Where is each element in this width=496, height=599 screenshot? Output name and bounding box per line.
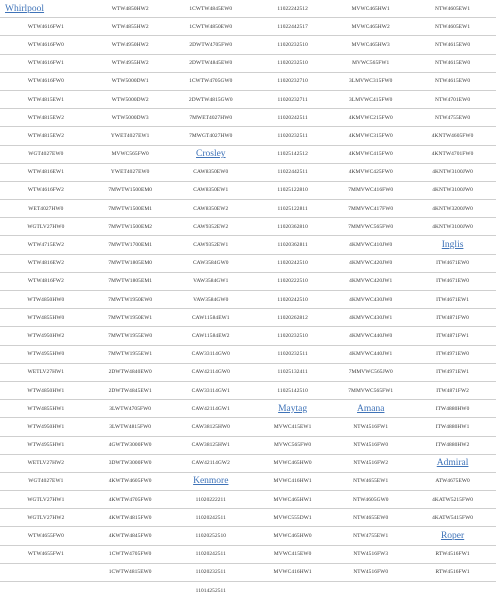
model-number-cell: MVWC465HW0 — [253, 527, 332, 545]
model-number-cell: NTW4516FW2 — [332, 454, 409, 472]
model-number-cell: WTW4655FW0 — [0, 527, 92, 545]
empty-cell — [92, 582, 169, 599]
table-row — [0, 109, 496, 127]
model-number-cell: ITW4871FW1 — [409, 327, 496, 345]
model-number-cell: NTW4516FW0 — [332, 563, 409, 581]
model-number-cell: 7MMVWC417FW0 — [332, 200, 409, 218]
model-number-cell: 11020362810 — [253, 218, 332, 236]
model-number-cell: 3LMVWC315FW0 — [332, 72, 409, 90]
model-number-cell: WTW4955HW1 — [0, 436, 92, 454]
empty-cell — [332, 582, 409, 599]
model-number-cell: 7MWTW1500EM2 — [92, 218, 169, 236]
model-number-cell: 11022242512 — [253, 0, 332, 18]
model-number-cell: CAW8350EW1 — [169, 181, 253, 199]
model-number-cell: 4KNTW3100JW0 — [409, 181, 496, 199]
table-row — [0, 163, 496, 181]
model-number-cell: 4KMVWC415FW0 — [332, 145, 409, 163]
model-number-cell: 11020232710 — [253, 72, 332, 90]
model-number-cell: ITW4971EW0 — [409, 345, 496, 363]
model-number-cell: 4KMVWC315FW0 — [332, 127, 409, 145]
brand-heading-link[interactable]: Maytag — [253, 400, 332, 418]
model-number-cell: 4KMVWC440JW0 — [332, 327, 409, 345]
model-number-cell: CAW9352EW2 — [169, 218, 253, 236]
model-number-cell: 11020232711 — [253, 90, 332, 108]
model-number-cell: 11022442517 — [253, 18, 332, 36]
model-number-cell: ITW4671EW0 — [409, 254, 496, 272]
model-number-cell: 4KNTW4701FW0 — [409, 145, 496, 163]
table-row — [0, 0, 496, 18]
model-number-cell: 2DWTW4845EW1 — [92, 381, 169, 399]
model-number-cell: CAW42114GW0 — [169, 363, 253, 381]
model-number-cell: WTW4616FW0 — [0, 36, 92, 54]
model-number-cell: 4KATW5215FW0 — [409, 491, 496, 509]
model-number-cell: 7MWTW1950EW1 — [92, 309, 169, 327]
model-number-cell: 11020232511 — [169, 563, 253, 581]
model-number-cell: ITW4671EW1 — [409, 291, 496, 309]
model-number-cell: 7MWGT4027HW0 — [169, 127, 253, 145]
model-number-cell: WTW4816EW1 — [0, 163, 92, 181]
model-number-cell: CAW8350EW0 — [169, 163, 253, 181]
table-row — [0, 582, 496, 599]
model-number-cell: ITW4871FW0 — [409, 309, 496, 327]
table-row — [0, 291, 496, 309]
table-row — [0, 181, 496, 199]
model-number-cell: WTW4815EW2 — [0, 109, 92, 127]
model-number-cell: NTW4516FW0 — [332, 436, 409, 454]
model-number-cell: 7MWTW1500EM0 — [92, 181, 169, 199]
model-number-cell: 3LWTW4815FW0 — [92, 418, 169, 436]
model-number-cell: WTW4855HW1 — [0, 400, 92, 418]
model-number-cell: MVWC565FW0 — [92, 145, 169, 163]
model-number-cell: WETLV27HW2 — [0, 454, 92, 472]
model-number-cell: CAW9352EW1 — [169, 236, 253, 254]
model-number-cell: YWET4027EW0 — [92, 163, 169, 181]
model-number-cell: 11020232510 — [253, 54, 332, 72]
model-number-cell: 2DWTW4840EW0 — [92, 363, 169, 381]
table-row — [0, 54, 496, 72]
model-number-cell: CAW11584EW2 — [169, 327, 253, 345]
table-row — [0, 309, 496, 327]
model-number-cell: 4KMVWC440JW1 — [332, 345, 409, 363]
model-number-cell: CAW3584GW0 — [169, 254, 253, 272]
model-number-cell: 11020242510 — [253, 254, 332, 272]
brand-heading-link[interactable]: Whirlpool — [0, 0, 92, 18]
model-number-cell: NTW4655EW1 — [332, 472, 409, 490]
table-row — [0, 327, 496, 345]
table-row — [0, 18, 496, 36]
brand-heading-link[interactable]: Amana — [332, 400, 409, 418]
table-row — [0, 545, 496, 563]
model-number-cell: WTW5000DW2 — [92, 90, 169, 108]
model-number-cell: WTW4950HW1 — [0, 418, 92, 436]
model-number-cell: NTW4605GW0 — [332, 491, 409, 509]
model-number-cell: 11020232511 — [253, 345, 332, 363]
empty-cell — [0, 582, 92, 599]
model-number-cell: MVWC465HW3 — [332, 36, 409, 54]
model-number-cell: WTW4816EW2 — [0, 254, 92, 272]
model-number-cell: ITW4880HW1 — [409, 418, 496, 436]
model-number-cell: WTW4616FW1 — [0, 18, 92, 36]
table-row — [0, 236, 496, 254]
table-row — [0, 72, 496, 90]
table-row — [0, 563, 496, 581]
model-number-cell: MVWC555DW1 — [253, 509, 332, 527]
model-number-cell: 11014252511 — [169, 582, 253, 599]
model-number-cell: CAW8350EW2 — [169, 200, 253, 218]
table-row — [0, 200, 496, 218]
model-number-cell: WTW5000DW1 — [92, 72, 169, 90]
model-number-cell: NTW4755EW0 — [409, 109, 496, 127]
model-number-cell: WET4027HW0 — [0, 200, 92, 218]
table-row — [0, 145, 496, 163]
model-number-cell: CAW38125HW1 — [169, 436, 253, 454]
model-number-cell: WTW4850HW0 — [0, 291, 92, 309]
model-number-cell: WTW5000DW3 — [92, 109, 169, 127]
model-number-cell: VAW3584GW1 — [169, 272, 253, 290]
model-number-cell: WGTLV27HW0 — [0, 218, 92, 236]
model-number-cell: WETLV27HW1 — [0, 363, 92, 381]
table-row — [0, 436, 496, 454]
model-number-cell: 7MMVWC565JW0 — [332, 363, 409, 381]
model-number-cell: WTW4850HW1 — [0, 381, 92, 399]
brand-heading-link[interactable]: Crosley — [169, 145, 253, 163]
model-number-cell: 7MMVWC565FW1 — [332, 381, 409, 399]
model-number-cell: ATW4675EW0 — [409, 472, 496, 490]
empty-cell — [0, 563, 92, 581]
model-number-cell: 11020242510 — [253, 291, 332, 309]
model-number-cell: NTW4605EW1 — [409, 0, 496, 18]
model-number-cell: 4KMVWC430JW0 — [332, 291, 409, 309]
model-number-cell: WTW4616FW2 — [0, 181, 92, 199]
model-number-cell: CAW33114GW1 — [169, 381, 253, 399]
model-number-cell: WTW4955HW2 — [92, 54, 169, 72]
table-row — [0, 509, 496, 527]
table-row — [0, 36, 496, 54]
model-number-cell: 7MWTW1805EM1 — [92, 272, 169, 290]
model-number-cell: 4KNTW3100JW0 — [409, 163, 496, 181]
model-number-cell: CAW11584EW1 — [169, 309, 253, 327]
model-number-cell: WTW4616FW0 — [0, 72, 92, 90]
model-number-cell: 11025142512 — [253, 145, 332, 163]
model-number-cell: 7MMVWC416FW0 — [332, 181, 409, 199]
table-row — [0, 254, 496, 272]
model-number-cell: 11020242511 — [169, 509, 253, 527]
model-number-cell: WTW4955HW0 — [0, 345, 92, 363]
model-number-cell: MVWC565FW0 — [253, 436, 332, 454]
model-number-cell: 1CWTW4850EW0 — [169, 18, 253, 36]
table-row — [0, 454, 496, 472]
model-number-cell: NTW4615EW0 — [409, 72, 496, 90]
table-row — [0, 127, 496, 145]
model-number-cell: NTW4615EW0 — [409, 54, 496, 72]
model-number-cell: NTW4516FW1 — [332, 418, 409, 436]
model-number-cell: 4KMVWC425FW0 — [332, 163, 409, 181]
model-number-cell: WTW4855HW2 — [92, 18, 169, 36]
model-number-cell: 2DWTW4845EW0 — [169, 54, 253, 72]
model-number-cell: MVWC465HW1 — [332, 0, 409, 18]
model-number-cell: NTW4615EW0 — [409, 36, 496, 54]
brand-heading-link[interactable]: Roper — [409, 527, 496, 545]
model-number-cell: 11025122810 — [253, 181, 332, 199]
model-number-cell: ITW4880HW0 — [409, 400, 496, 418]
model-number-cell: WTW4950HW2 — [0, 327, 92, 345]
model-number-cell: 7MWTW1950EW0 — [92, 291, 169, 309]
model-number-cell: 4KWTW4845FW0 — [92, 527, 169, 545]
model-number-cell: 7MWET4027HW0 — [169, 109, 253, 127]
model-number-cell: 4KMVWC430JW1 — [332, 309, 409, 327]
model-number-cell: NTW4655EW0 — [332, 509, 409, 527]
table-row — [0, 218, 496, 236]
model-number-cell: CAW42114GW1 — [169, 400, 253, 418]
model-number-cell: WTW4655FW1 — [0, 545, 92, 563]
model-number-cell: 7MWTW1500EM1 — [92, 200, 169, 218]
model-number-cell: MVWC465HW1 — [253, 491, 332, 509]
model-number-cell: 4KMVWC410JW0 — [332, 236, 409, 254]
model-number-cell: WGTLV27HW2 — [0, 509, 92, 527]
model-number-cell: MVWC565FW1 — [332, 54, 409, 72]
model-number-cell: 7MMVWC565FW0 — [332, 218, 409, 236]
model-number-cell: 11020362811 — [253, 236, 332, 254]
model-number-cell: 7MWTW1955EW1 — [92, 345, 169, 363]
table-row — [0, 272, 496, 290]
model-number-cell: 11020242511 — [253, 109, 332, 127]
model-number-cell: 1CWTW4705GW0 — [169, 72, 253, 90]
model-number-cell: 4KWTW4605FW0 — [92, 472, 169, 490]
model-number-cell: WTW4815EW2 — [0, 127, 92, 145]
empty-cell — [253, 582, 332, 599]
model-number-cell: 4KATW5415FW0 — [409, 509, 496, 527]
model-number-cell: 11022442511 — [253, 163, 332, 181]
model-number-cell: 11020252510 — [169, 527, 253, 545]
model-number-cell: 11020232510 — [253, 327, 332, 345]
model-number-cell: ITW4871FW2 — [409, 381, 496, 399]
brand-heading-link[interactable]: Kenmore — [169, 472, 253, 490]
brand-heading-link[interactable]: Admiral — [409, 454, 496, 472]
model-number-cell: MVWC415EW0 — [253, 545, 332, 563]
model-number-cell: 2DWTW4815GW0 — [169, 90, 253, 108]
model-number-cell: ITW4671EW0 — [409, 272, 496, 290]
model-number-cell: WGTLV27HW1 — [0, 491, 92, 509]
table-row — [0, 527, 496, 545]
model-number-cell: YWET4027EW1 — [92, 127, 169, 145]
model-number-cell: 11020262812 — [253, 309, 332, 327]
model-number-cell: CAW33114GW0 — [169, 345, 253, 363]
model-number-cell: NTW4605EW1 — [409, 18, 496, 36]
model-number-cell: RTW4516FW1 — [409, 545, 496, 563]
model-number-cell: 11020232510 — [253, 36, 332, 54]
model-number-cell: 1CWTW4845EW0 — [169, 0, 253, 18]
model-number-cell: 7MWTW1805EM0 — [92, 254, 169, 272]
model-number-cell: 4GWTW3000FW0 — [92, 436, 169, 454]
model-number-cell: 4KNTW3200JW0 — [409, 200, 496, 218]
model-number-cell: MVWC416HW1 — [253, 472, 332, 490]
model-number-cell: MVWC465HW2 — [332, 18, 409, 36]
model-number-cell: WTW4715EW2 — [0, 236, 92, 254]
model-number-cell: 1CWTW4705FW0 — [92, 545, 169, 563]
model-number-cell: CAW38125HW0 — [169, 418, 253, 436]
model-number-cell: NTW4701EW0 — [409, 90, 496, 108]
model-number-cell: ITW4971EW1 — [409, 363, 496, 381]
model-number-cell: VAW3584GW0 — [169, 291, 253, 309]
empty-cell — [409, 582, 496, 599]
table-row — [0, 381, 496, 399]
model-number-cell: MVWC465HW0 — [253, 454, 332, 472]
model-number-cell: 11020222211 — [169, 491, 253, 509]
model-number-cell: 2DWTW4705FW0 — [169, 36, 253, 54]
model-number-cell: 4KMVWC420JW0 — [332, 254, 409, 272]
table-row — [0, 345, 496, 363]
model-number-cell: 4KNTW3100JW0 — [409, 218, 496, 236]
model-number-cell: CAW42114GW2 — [169, 454, 253, 472]
model-number-cell: 4KMVWC420JW1 — [332, 272, 409, 290]
brand-heading-link[interactable]: Inglis — [409, 236, 496, 254]
model-number-cell: 11020232511 — [253, 127, 332, 145]
model-number-cell: WTW4816FW2 — [0, 272, 92, 290]
model-number-cell: WTW4855HW0 — [0, 309, 92, 327]
model-number-cell: 4KNTW4605FW0 — [409, 127, 496, 145]
model-number-cell: WTW4850HW2 — [92, 0, 169, 18]
table-row — [0, 90, 496, 108]
model-number-cell: 7MWTW1955EW0 — [92, 327, 169, 345]
model-number-cell: 4KWTW4705FW0 — [92, 491, 169, 509]
table-row — [0, 400, 496, 418]
model-number-cell: MVWC415EW1 — [253, 418, 332, 436]
model-number-cell: RTW4516FW1 — [409, 563, 496, 581]
model-number-cell: 11025132411 — [253, 363, 332, 381]
model-number-cell: NTW4755EW1 — [332, 527, 409, 545]
model-number-cell: 11025142510 — [253, 381, 332, 399]
model-number-cell: ITW4880HW2 — [409, 436, 496, 454]
model-number-cell: 4KMVWC215FW0 — [332, 109, 409, 127]
model-number-cell: 3LMVWC415FW0 — [332, 90, 409, 108]
table-row — [0, 472, 496, 490]
model-number-cell: 3DWTW3000FW0 — [92, 454, 169, 472]
model-number-cell: WGT4027EW0 — [0, 145, 92, 163]
model-number-cell: WGT4027EW1 — [0, 472, 92, 490]
model-number-cell: 3LWTW4705FW0 — [92, 400, 169, 418]
model-number-cell: MVWC416HW1 — [253, 563, 332, 581]
table-row — [0, 418, 496, 436]
model-number-cell: WTW4950HW2 — [92, 36, 169, 54]
model-number-cell: 11025122811 — [253, 200, 332, 218]
model-number-cell: 11020222510 — [253, 272, 332, 290]
model-number-cell: WTW4616FW1 — [0, 54, 92, 72]
table-row — [0, 363, 496, 381]
model-number-cell: 7MWTW1700EM1 — [92, 236, 169, 254]
model-number-cell: WTW4815EW1 — [0, 90, 92, 108]
model-number-cell: 4KWTW4815FW0 — [92, 509, 169, 527]
model-number-cell: 11020242511 — [169, 545, 253, 563]
model-number-cell: 1CWTW4815EW0 — [92, 563, 169, 581]
model-number-cell: NTW4516FW3 — [332, 545, 409, 563]
